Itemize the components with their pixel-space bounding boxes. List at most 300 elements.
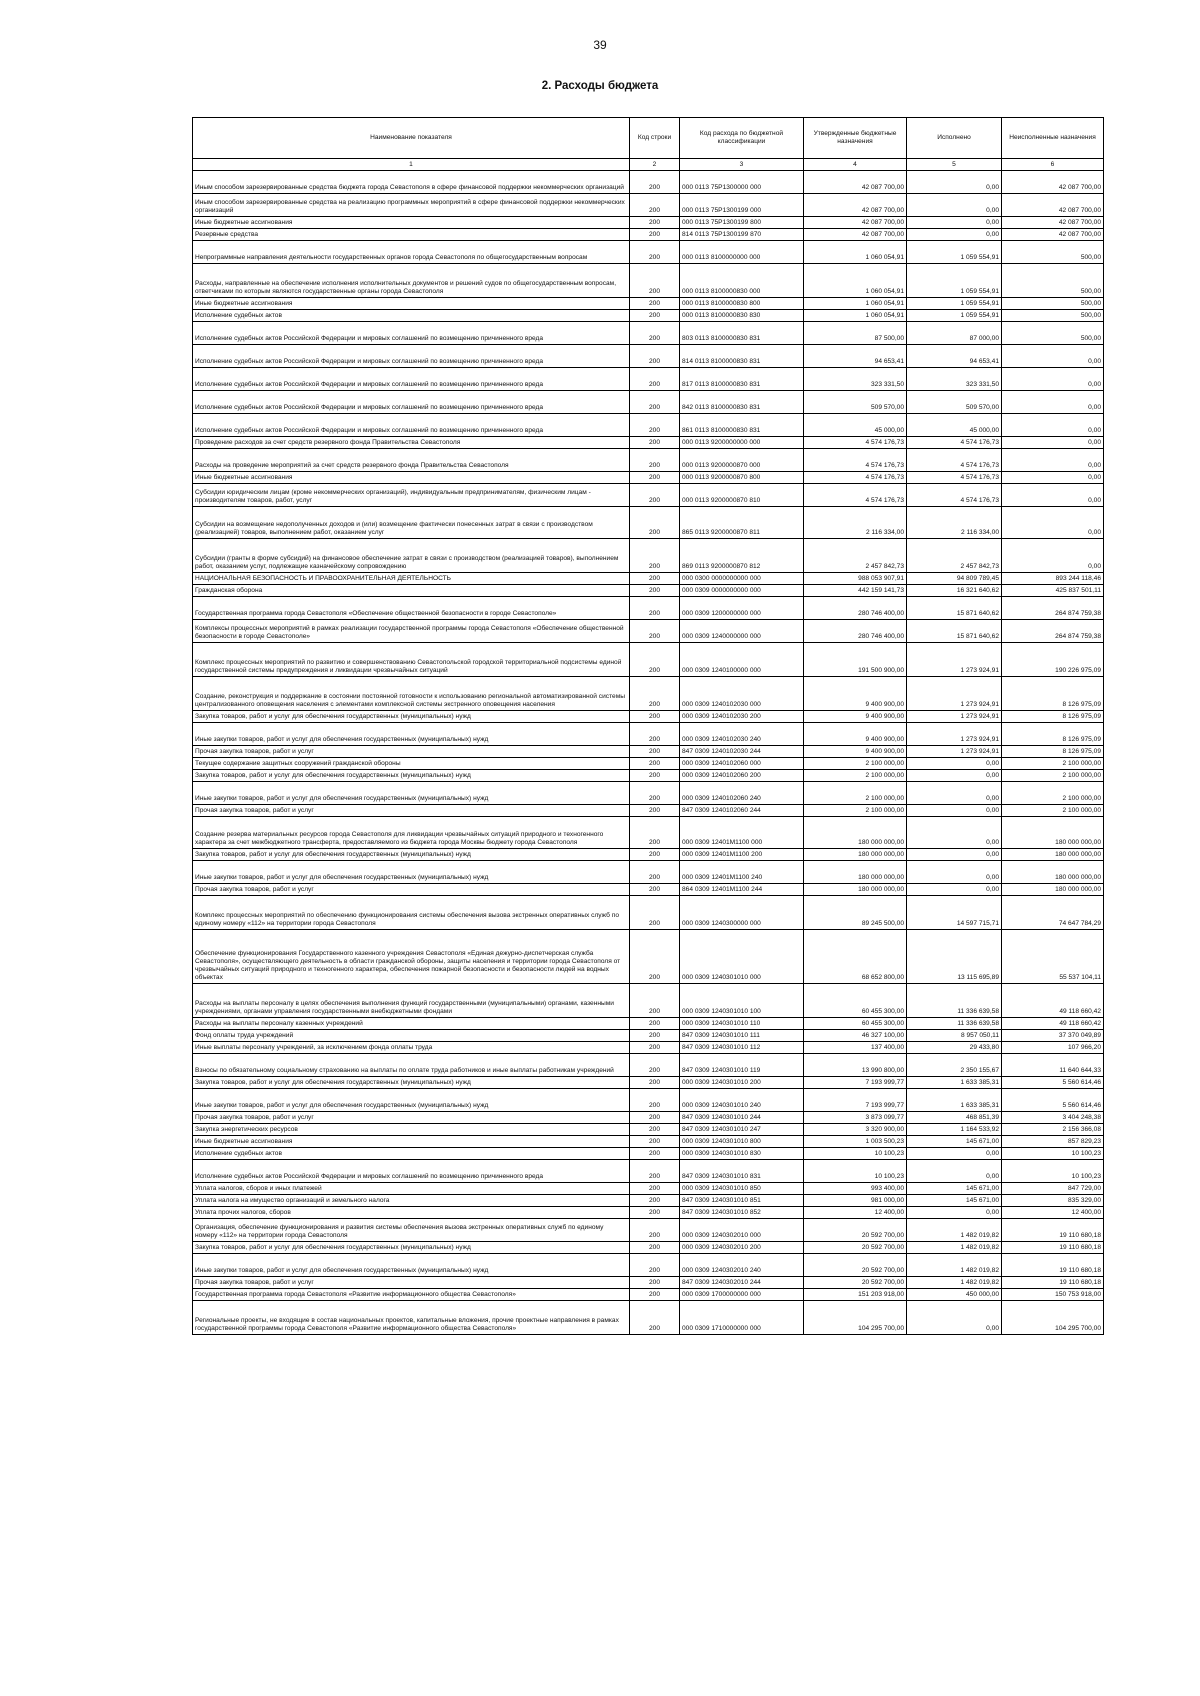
row-name: Прочая закупка товаров, работ и услуг [193, 805, 630, 817]
table-row [193, 414, 1104, 437]
table-row [193, 1277, 1104, 1289]
table-row [193, 758, 1104, 770]
table-row [193, 861, 1104, 884]
row-kbk: 000 0309 1240302010 240 [680, 1254, 804, 1277]
column-number: 6 [1002, 159, 1104, 171]
row-unexecuted: 19 110 680,18 [1002, 1277, 1104, 1289]
row-executed: 1 164 533,92 [907, 1124, 1002, 1136]
row-approved: 4 574 176,73 [804, 484, 907, 507]
row-executed: 2 116 334,00 [907, 507, 1002, 539]
row-approved: 104 295 700,00 [804, 1301, 907, 1335]
row-code: 200 [630, 861, 680, 884]
row-name: Закупка энергетических ресурсов [193, 1124, 630, 1136]
row-code: 200 [630, 1112, 680, 1124]
column-number: 3 [680, 159, 804, 171]
row-name: Закупка товаров, работ и услуг для обеспечения государственных (муниципальных) нужд [193, 770, 630, 782]
row-approved: 20 592 700,00 [804, 1219, 907, 1242]
row-executed: 0,00 [907, 782, 1002, 805]
row-kbk: 847 0309 1240301010 112 [680, 1042, 804, 1054]
row-code: 200 [630, 1054, 680, 1077]
table-row [193, 984, 1104, 1018]
row-kbk: 864 0309 12401М1100 244 [680, 884, 804, 896]
row-code: 200 [630, 1077, 680, 1089]
row-kbk: 000 0309 12401М1100 200 [680, 849, 804, 861]
row-name: Создание резерва материальных ресурсов города Севастополя для ликвидации чрезвычайных ситуаций природного и техногенного характера за счет межбюджетного трансферта, предоставляемого из бюджета города Москвы бюджету города Севастополя [193, 817, 630, 849]
row-approved: 20 592 700,00 [804, 1254, 907, 1277]
row-executed: 13 115 695,89 [907, 930, 1002, 984]
row-code: 200 [630, 677, 680, 711]
row-unexecuted: 104 295 700,00 [1002, 1301, 1104, 1335]
column-number: 5 [907, 159, 1002, 171]
row-executed: 0,00 [907, 1301, 1002, 1335]
row-name: Субсидии на возмещение недополученных доходов и (или) возмещение фактически понесенных затрат в связи с производством (реализацией) товаров, выполнением работ, оказанием услуг [193, 507, 630, 539]
row-name: Иные закупки товаров, работ и услуг для обеспечения государственных (муниципальных) нужд [193, 1254, 630, 1277]
row-kbk: 000 0309 1240302010 000 [680, 1219, 804, 1242]
row-kbk: 000 0309 1240102030 240 [680, 723, 804, 746]
row-kbk: 842 0113 8100000830 831 [680, 391, 804, 414]
row-executed: 11 336 639,58 [907, 1018, 1002, 1030]
row-unexecuted: 8 126 975,09 [1002, 711, 1104, 723]
row-unexecuted: 0,00 [1002, 449, 1104, 472]
row-name: Иные закупки товаров, работ и услуг для обеспечения государственных (муниципальных) нужд [193, 723, 630, 746]
row-kbk: 869 0113 9200000870 812 [680, 539, 804, 573]
table-row [193, 194, 1104, 217]
row-executed: 0,00 [907, 805, 1002, 817]
row-approved: 42 087 700,00 [804, 171, 907, 194]
table-row [193, 643, 1104, 677]
row-name: Прочая закупка товаров, работ и услуг [193, 746, 630, 758]
row-code: 200 [630, 573, 680, 585]
row-executed: 87 000,00 [907, 322, 1002, 345]
row-approved: 68 652 800,00 [804, 930, 907, 984]
row-code: 200 [630, 597, 680, 620]
table-row [193, 620, 1104, 643]
row-executed: 0,00 [907, 817, 1002, 849]
row-name: Обеспечение функционирования Государственного казенного учреждения Севастополя «Единая дежурно-диспетчерская служба Севастополя», осуществляющего деятельность в области гражданской обороны, защиты населения и территории города Севастополя от чрезвычайных ситуаций природного и техногенного характера, обеспечения пожарной безопасности и безопасности людей на водных объектах [193, 930, 630, 984]
row-code: 200 [630, 1277, 680, 1289]
row-unexecuted: 10 100,23 [1002, 1160, 1104, 1183]
row-approved: 988 053 907,91 [804, 573, 907, 585]
header-code: Код строки [630, 118, 680, 159]
row-executed: 1 633 385,31 [907, 1077, 1002, 1089]
row-name: Иные закупки товаров, работ и услуг для обеспечения государственных (муниципальных) нужд [193, 782, 630, 805]
row-approved: 10 100,23 [804, 1160, 907, 1183]
row-unexecuted: 0,00 [1002, 484, 1104, 507]
row-code: 200 [630, 449, 680, 472]
row-name: Закупка товаров, работ и услуг для обеспечения государственных (муниципальных) нужд [193, 711, 630, 723]
table-row [193, 1148, 1104, 1160]
table-row [193, 1254, 1104, 1277]
table-row [193, 472, 1104, 484]
row-name: Фонд оплаты труда учреждений [193, 1030, 630, 1042]
row-code: 200 [630, 711, 680, 723]
row-code: 200 [630, 770, 680, 782]
row-name: Расходы на выплаты персоналу казенных учреждений [193, 1018, 630, 1030]
table-row [193, 782, 1104, 805]
table-row [193, 597, 1104, 620]
row-name: Иным способом зарезервированные средства на реализацию программных мероприятий в сфере финансовой поддержки некоммерческих организаций [193, 194, 630, 217]
row-executed: 2 457 842,73 [907, 539, 1002, 573]
section-title: 2. Расходы бюджета [541, 80, 659, 92]
row-executed: 94 653,41 [907, 345, 1002, 368]
row-code: 200 [630, 194, 680, 217]
row-approved: 9 400 900,00 [804, 746, 907, 758]
table-row [193, 264, 1104, 298]
row-unexecuted: 500,00 [1002, 264, 1104, 298]
row-name: Расходы на проведение мероприятий за счет средств резервного фонда Правительства Севастополя [193, 449, 630, 472]
row-name: Уплата налогов, сборов и иных платежей [193, 1183, 630, 1195]
row-name: Исполнение судебных актов Российской Федерации и мировых соглашений по возмещению причиненного вреда [193, 1160, 630, 1183]
row-executed: 1 059 554,91 [907, 310, 1002, 322]
row-unexecuted: 0,00 [1002, 368, 1104, 391]
row-unexecuted: 8 126 975,09 [1002, 723, 1104, 746]
row-name: Комплексы процессных мероприятий в рамках реализации государственной программы города Севастополя «Обеспечение общественной безопасности в городе Севастополе» [193, 620, 630, 643]
header-name: Наименование показателя [193, 118, 630, 159]
row-kbk: 000 0113 75Р1300199 000 [680, 194, 804, 217]
row-name: Иные выплаты персоналу учреждений, за исключением фонда оплаты труда [193, 1042, 630, 1054]
row-name: Исполнение судебных актов [193, 1148, 630, 1160]
row-unexecuted: 264 874 759,38 [1002, 620, 1104, 643]
table-row [193, 930, 1104, 984]
row-code: 200 [630, 1160, 680, 1183]
table-row [193, 770, 1104, 782]
row-unexecuted: 425 837 501,11 [1002, 585, 1104, 597]
row-executed: 323 331,50 [907, 368, 1002, 391]
row-name: Государственная программа города Севастополя «Развитие информационного общества Севастополя» [193, 1289, 630, 1301]
row-approved: 42 087 700,00 [804, 229, 907, 241]
row-code: 200 [630, 437, 680, 449]
row-code: 200 [630, 620, 680, 643]
row-name: Исполнение судебных актов Российской Федерации и мировых соглашений по возмещению причиненного вреда [193, 345, 630, 368]
row-code: 200 [630, 322, 680, 345]
row-executed: 15 871 640,62 [907, 620, 1002, 643]
row-name: Комплекс процессных мероприятий по развитию и совершенствованию Севастопольской городской территориальной подсистемы единой государственной системы предупреждения и ликвидации чрезвычайных ситуаций [193, 643, 630, 677]
row-name: Иные закупки товаров, работ и услуг для обеспечения государственных (муниципальных) нужд [193, 1089, 630, 1112]
row-code: 200 [630, 984, 680, 1018]
row-executed: 1 059 554,91 [907, 298, 1002, 310]
row-executed: 0,00 [907, 770, 1002, 782]
row-approved: 60 455 300,00 [804, 1018, 907, 1030]
row-approved: 7 193 999,77 [804, 1089, 907, 1112]
row-kbk: 861 0113 8100000830 831 [680, 414, 804, 437]
row-code: 200 [630, 1219, 680, 1242]
row-code: 200 [630, 1042, 680, 1054]
row-kbk: 865 0113 9200000870 811 [680, 507, 804, 539]
table-row [193, 484, 1104, 507]
row-unexecuted: 0,00 [1002, 345, 1104, 368]
row-approved: 151 203 918,00 [804, 1289, 907, 1301]
row-code: 200 [630, 1195, 680, 1207]
row-approved: 60 455 300,00 [804, 984, 907, 1018]
row-code: 200 [630, 896, 680, 930]
row-unexecuted: 2 100 000,00 [1002, 782, 1104, 805]
row-unexecuted: 42 087 700,00 [1002, 229, 1104, 241]
row-name: Субсидии (гранты в форме субсидий) на финансовое обеспечение затрат в связи с производством (реализацией товаров), выполнением работ, оказанием услуг, подлежащие казначейскому сопровождению [193, 539, 630, 573]
row-unexecuted: 0,00 [1002, 539, 1104, 573]
row-name: Государственная программа города Севастополя «Обеспечение общественной безопасности в городе Севастополе» [193, 597, 630, 620]
table-row [193, 310, 1104, 322]
row-name: Уплата налога на имущество организаций и земельного налога [193, 1195, 630, 1207]
row-kbk: 000 0309 1240301010 240 [680, 1089, 804, 1112]
row-unexecuted: 0,00 [1002, 507, 1104, 539]
row-unexecuted: 12 400,00 [1002, 1207, 1104, 1219]
row-unexecuted: 8 126 975,09 [1002, 677, 1104, 711]
column-number: 4 [804, 159, 907, 171]
row-code: 200 [630, 817, 680, 849]
row-kbk: 000 0309 1700000000 000 [680, 1289, 804, 1301]
row-name: Расходы на выплаты персоналу в целях обеспечения выполнения функций государственными (муниципальными) органами, казенными учреждениями, органами управления государственными внебюджетными фондами [193, 984, 630, 1018]
table-row [193, 884, 1104, 896]
row-executed: 4 574 176,73 [907, 449, 1002, 472]
row-code: 200 [630, 1207, 680, 1219]
row-kbk: 000 0309 1240301010 800 [680, 1136, 804, 1148]
row-executed: 1 273 924,91 [907, 677, 1002, 711]
row-code: 200 [630, 229, 680, 241]
row-unexecuted: 500,00 [1002, 322, 1104, 345]
row-executed: 0,00 [907, 194, 1002, 217]
row-kbk: 000 0309 1710000000 000 [680, 1301, 804, 1335]
row-code: 200 [630, 758, 680, 770]
row-name: Исполнение судебных актов Российской Федерации и мировых соглашений по возмещению причиненного вреда [193, 322, 630, 345]
row-approved: 2 100 000,00 [804, 770, 907, 782]
row-approved: 10 100,23 [804, 1148, 907, 1160]
table-body [193, 171, 1104, 1335]
row-executed: 1 273 924,91 [907, 746, 1002, 758]
row-approved: 3 320 900,00 [804, 1124, 907, 1136]
row-approved: 94 653,41 [804, 345, 907, 368]
page-number: 39 [593, 38, 607, 52]
row-approved: 1 060 054,91 [804, 298, 907, 310]
row-approved: 20 592 700,00 [804, 1242, 907, 1254]
row-executed: 450 000,00 [907, 1289, 1002, 1301]
row-kbk: 000 0113 8100000000 000 [680, 241, 804, 264]
table-row [193, 241, 1104, 264]
table-row [193, 746, 1104, 758]
row-kbk: 847 0309 1240302010 244 [680, 1277, 804, 1289]
table-row [193, 217, 1104, 229]
row-approved: 13 990 800,00 [804, 1054, 907, 1077]
table-row [193, 1124, 1104, 1136]
row-name: Проведение расходов за счет средств резервного фонда Правительства Севастополя [193, 437, 630, 449]
table-row [193, 437, 1104, 449]
row-unexecuted: 893 244 118,46 [1002, 573, 1104, 585]
row-kbk: 000 0113 9200000000 000 [680, 437, 804, 449]
row-kbk: 000 0309 1240301010 100 [680, 984, 804, 1018]
row-unexecuted: 847 729,00 [1002, 1183, 1104, 1195]
row-unexecuted: 180 000 000,00 [1002, 849, 1104, 861]
header-unexecuted: Неисполненные назначения [1002, 118, 1104, 159]
row-kbk: 000 0309 1240102060 240 [680, 782, 804, 805]
row-unexecuted: 37 370 049,89 [1002, 1030, 1104, 1042]
row-unexecuted: 500,00 [1002, 241, 1104, 264]
row-unexecuted: 107 966,20 [1002, 1042, 1104, 1054]
row-kbk: 000 0309 1240301010 200 [680, 1077, 804, 1089]
row-kbk: 000 0309 1240000000 000 [680, 620, 804, 643]
row-executed: 29 433,80 [907, 1042, 1002, 1054]
row-approved: 1 060 054,91 [804, 264, 907, 298]
row-executed: 468 851,39 [907, 1112, 1002, 1124]
row-code: 200 [630, 539, 680, 573]
row-code: 200 [630, 884, 680, 896]
column-number-row [193, 159, 1104, 171]
table-row [193, 1054, 1104, 1077]
row-code: 200 [630, 1030, 680, 1042]
row-code: 200 [630, 1018, 680, 1030]
row-kbk: 000 0113 8100000830 800 [680, 298, 804, 310]
table-row [193, 368, 1104, 391]
row-executed: 45 000,00 [907, 414, 1002, 437]
row-code: 200 [630, 585, 680, 597]
row-name: Иные бюджетные ассигнования [193, 1136, 630, 1148]
table-row [193, 849, 1104, 861]
row-unexecuted: 0,00 [1002, 437, 1104, 449]
row-name: Иные бюджетные ассигнования [193, 472, 630, 484]
row-code: 200 [630, 1242, 680, 1254]
row-name: Закупка товаров, работ и услуг для обеспечения государственных (муниципальных) нужд [193, 1242, 630, 1254]
row-code: 200 [630, 171, 680, 194]
row-unexecuted: 264 874 759,38 [1002, 597, 1104, 620]
row-name: Исполнение судебных актов Российской Федерации и мировых соглашений по возмещению причиненного вреда [193, 368, 630, 391]
row-kbk: 847 0309 1240301010 247 [680, 1124, 804, 1136]
row-executed: 4 574 176,73 [907, 472, 1002, 484]
row-name: Комплекс процессных мероприятий по обеспечению функционирования системы обеспечения вызова экстренных оперативных служб по единому номеру «112» на территории города Севастополя [193, 896, 630, 930]
row-name: Создание, реконструкция и поддержание в состоянии постоянной готовности к использованию региональной автоматизированной системы централизованного оповещения населения с элементами комплексной системы экстренного оповещения населения [193, 677, 630, 711]
row-executed: 11 336 639,58 [907, 984, 1002, 1018]
row-approved: 2 100 000,00 [804, 758, 907, 770]
row-kbk: 847 0309 1240301010 851 [680, 1195, 804, 1207]
row-unexecuted: 180 000 000,00 [1002, 817, 1104, 849]
row-executed: 0,00 [907, 1148, 1002, 1160]
row-approved: 137 400,00 [804, 1042, 907, 1054]
row-unexecuted: 8 126 975,09 [1002, 746, 1104, 758]
row-name: Субсидии юридическим лицам (кроме некоммерческих организаций), индивидуальным предпринимателям, физическим лицам - производителям товаров, работ, услуг [193, 484, 630, 507]
row-unexecuted: 42 087 700,00 [1002, 194, 1104, 217]
row-approved: 2 116 334,00 [804, 507, 907, 539]
row-approved: 87 500,00 [804, 322, 907, 345]
row-code: 200 [630, 368, 680, 391]
row-approved: 89 245 500,00 [804, 896, 907, 930]
row-kbk: 000 0309 1240301010 110 [680, 1018, 804, 1030]
row-executed: 0,00 [907, 1160, 1002, 1183]
row-unexecuted: 2 100 000,00 [1002, 770, 1104, 782]
row-code: 200 [630, 1183, 680, 1195]
row-executed: 15 871 640,62 [907, 597, 1002, 620]
row-name: Исполнение судебных актов [193, 310, 630, 322]
row-executed: 1 482 019,82 [907, 1254, 1002, 1277]
row-name: Прочая закупка товаров, работ и услуг [193, 1277, 630, 1289]
row-name: Региональные проекты, не входящие в состав национальных проектов, капитальные вложения, прочие проектные направления в рамках государственной программы города Севастополя «Развитие информационного общества Севастополя» [193, 1301, 630, 1335]
row-kbk: 000 0113 8100000830 830 [680, 310, 804, 322]
row-executed: 0,00 [907, 229, 1002, 241]
row-approved: 180 000 000,00 [804, 849, 907, 861]
row-name: НАЦИОНАЛЬНАЯ БЕЗОПАСНОСТЬ И ПРАВООХРАНИТЕЛЬНАЯ ДЕЯТЕЛЬНОСТЬ [193, 573, 630, 585]
table-row [193, 345, 1104, 368]
row-executed: 8 957 050,11 [907, 1030, 1002, 1042]
row-code: 200 [630, 930, 680, 984]
row-unexecuted: 180 000 000,00 [1002, 884, 1104, 896]
row-code: 200 [630, 805, 680, 817]
row-approved: 9 400 900,00 [804, 711, 907, 723]
row-executed: 14 597 715,71 [907, 896, 1002, 930]
row-approved: 993 400,00 [804, 1183, 907, 1195]
row-kbk: 000 0309 1240300000 000 [680, 896, 804, 930]
row-kbk: 000 0309 0000000000 000 [680, 585, 804, 597]
row-name: Иные бюджетные ассигнования [193, 217, 630, 229]
row-approved: 42 087 700,00 [804, 217, 907, 229]
row-unexecuted: 857 829,23 [1002, 1136, 1104, 1148]
row-executed: 2 350 155,67 [907, 1054, 1002, 1077]
header-approved: Утвержденные бюджетные назначения [804, 118, 907, 159]
row-executed: 1 273 924,91 [907, 723, 1002, 746]
row-code: 200 [630, 345, 680, 368]
table-row [193, 677, 1104, 711]
row-approved: 280 746 400,00 [804, 620, 907, 643]
row-unexecuted: 500,00 [1002, 310, 1104, 322]
row-kbk: 000 0309 1240302010 200 [680, 1242, 804, 1254]
row-name: Исполнение судебных актов Российской Федерации и мировых соглашений по возмещению причиненного вреда [193, 391, 630, 414]
table-row [193, 1112, 1104, 1124]
row-unexecuted: 11 640 644,33 [1002, 1054, 1104, 1077]
row-approved: 180 000 000,00 [804, 884, 907, 896]
row-unexecuted: 0,00 [1002, 472, 1104, 484]
row-unexecuted: 19 110 680,18 [1002, 1242, 1104, 1254]
row-kbk: 847 0309 1240102030 244 [680, 746, 804, 758]
row-code: 200 [630, 298, 680, 310]
table-row [193, 1042, 1104, 1054]
table-row [193, 817, 1104, 849]
row-name: Закупка товаров, работ и услуг для обеспечения государственных (муниципальных) нужд [193, 849, 630, 861]
row-approved: 191 500 900,00 [804, 643, 907, 677]
table-row [193, 1301, 1104, 1335]
row-kbk: 000 0309 1240102030 000 [680, 677, 804, 711]
row-kbk: 847 0309 1240301010 852 [680, 1207, 804, 1219]
row-name: Организация, обеспечение функционирования и развития системы обеспечения вызова экстренных оперативных служб по единому номеру «112» на территории города Севастополя [193, 1219, 630, 1242]
row-approved: 280 746 400,00 [804, 597, 907, 620]
row-code: 200 [630, 723, 680, 746]
table-row [193, 1289, 1104, 1301]
row-unexecuted: 3 404 248,38 [1002, 1112, 1104, 1124]
row-code: 200 [630, 1289, 680, 1301]
table-row [193, 171, 1104, 194]
row-code: 200 [630, 414, 680, 437]
row-kbk: 000 0113 9200000870 800 [680, 472, 804, 484]
row-approved: 4 574 176,73 [804, 449, 907, 472]
row-executed: 1 273 924,91 [907, 643, 1002, 677]
row-executed: 0,00 [907, 217, 1002, 229]
row-unexecuted: 19 110 680,18 [1002, 1254, 1104, 1277]
row-approved: 9 400 900,00 [804, 677, 907, 711]
table-row [193, 1136, 1104, 1148]
row-name: Расходы, направленные на обеспечение исполнения исполнительных документов и решений судов по общегосударственным вопросам, ответчиками по которым являются государственные органы города Севастополя [193, 264, 630, 298]
table-row [193, 573, 1104, 585]
row-kbk: 847 0309 1240301010 111 [680, 1030, 804, 1042]
row-kbk: 000 0113 8100000830 000 [680, 264, 804, 298]
row-kbk: 000 0309 1240301010 000 [680, 930, 804, 984]
row-kbk: 000 0300 0000000000 000 [680, 573, 804, 585]
row-name: Взносы по обязательному социальному страхованию на выплаты по оплате труда работников и иные выплаты работникам учреждений [193, 1054, 630, 1077]
row-kbk: 814 0113 8100000830 831 [680, 345, 804, 368]
row-name: Гражданская оборона [193, 585, 630, 597]
row-kbk: 000 0309 1240301010 830 [680, 1148, 804, 1160]
table-row [193, 1219, 1104, 1242]
row-approved: 442 159 141,73 [804, 585, 907, 597]
row-executed: 1 273 924,91 [907, 711, 1002, 723]
row-unexecuted: 2 100 000,00 [1002, 805, 1104, 817]
row-executed: 145 671,00 [907, 1183, 1002, 1195]
table-row [193, 1242, 1104, 1254]
row-approved: 3 873 099,77 [804, 1112, 907, 1124]
row-executed: 0,00 [907, 1207, 1002, 1219]
